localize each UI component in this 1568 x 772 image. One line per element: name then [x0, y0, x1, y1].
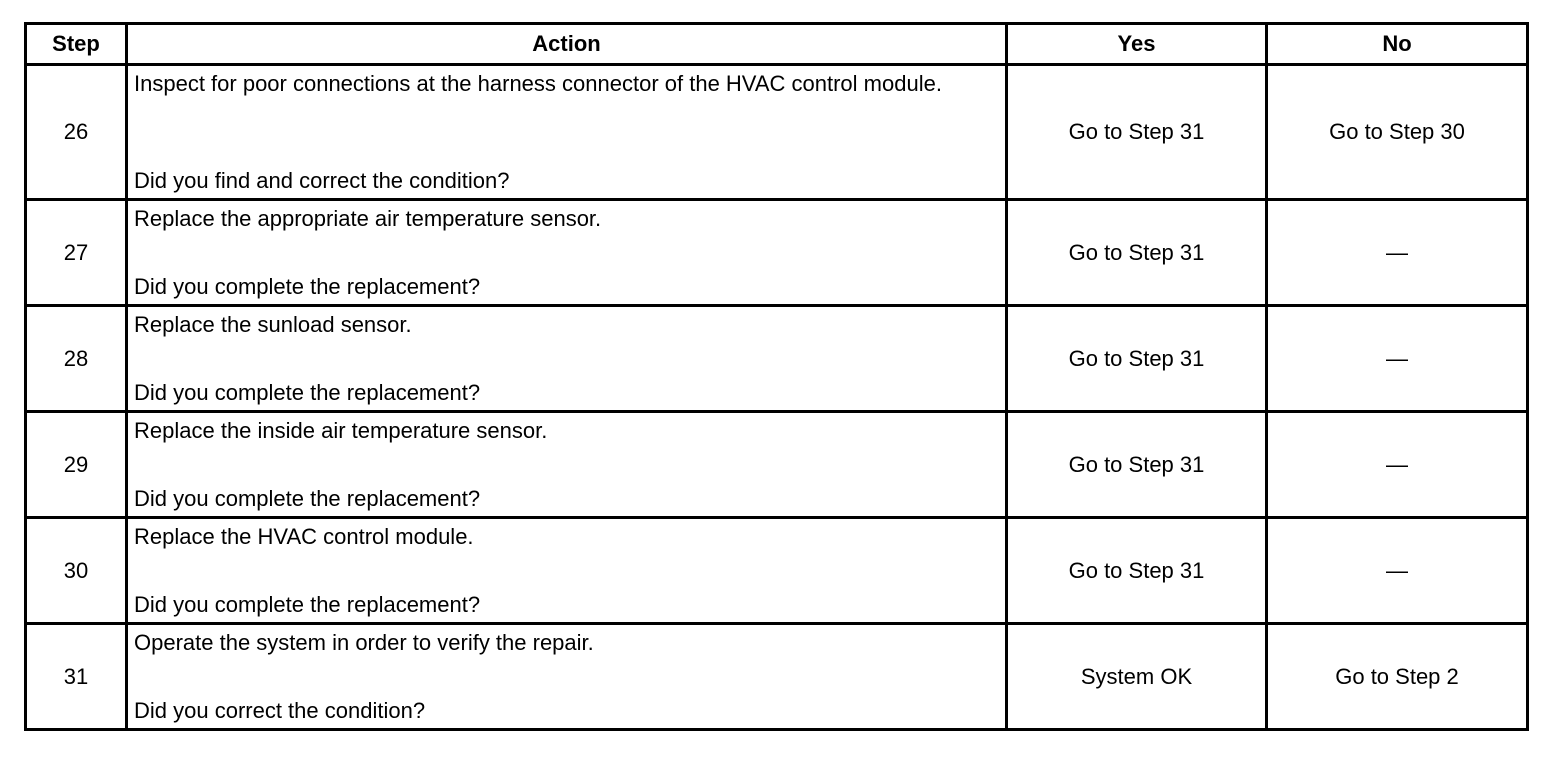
action-instruction: Replace the appropriate air temperature sensor.	[134, 205, 602, 231]
action-cell	[127, 65, 1007, 200]
no-result: —	[1267, 200, 1528, 306]
table-row	[26, 65, 1528, 200]
yes-result: System OK	[1007, 624, 1267, 730]
header-yes: Yes	[1007, 24, 1267, 65]
step-number: 26	[26, 65, 127, 200]
action-question: Did you correct the condition?	[134, 697, 426, 723]
header-row	[26, 24, 1528, 65]
step-number: 31	[26, 624, 127, 730]
header-step: Step	[26, 24, 127, 65]
action-question: Did you complete the replacement?	[134, 485, 481, 511]
action-instruction: Inspect for poor connections at the harness connector of the HVAC control module.	[134, 70, 942, 96]
table-row	[26, 412, 1528, 518]
yes-result: Go to Step 31	[1007, 65, 1267, 200]
action-instruction: Operate the system in order to verify the repair.	[134, 629, 594, 655]
action-cell	[127, 624, 1007, 730]
yes-result: Go to Step 31	[1007, 306, 1267, 412]
step-number: 27	[26, 200, 127, 306]
action-cell	[127, 200, 1007, 306]
table-row	[26, 200, 1528, 306]
action-question: Did you complete the replacement?	[134, 379, 481, 405]
action-cell	[127, 306, 1007, 412]
no-result: —	[1267, 518, 1528, 624]
action-cell	[127, 412, 1007, 518]
action-instruction: Replace the sunload sensor.	[134, 311, 412, 337]
no-result: Go to Step 30	[1267, 65, 1528, 200]
step-number: 28	[26, 306, 127, 412]
header-no: No	[1267, 24, 1528, 65]
diagnostic-table	[24, 22, 1529, 731]
yes-result: Go to Step 31	[1007, 200, 1267, 306]
step-number: 30	[26, 518, 127, 624]
action-question: Did you complete the replacement?	[134, 273, 481, 299]
action-instruction: Replace the HVAC control module.	[134, 523, 474, 549]
yes-result: Go to Step 31	[1007, 412, 1267, 518]
step-number: 29	[26, 412, 127, 518]
table-row	[26, 306, 1528, 412]
action-instruction: Replace the inside air temperature sensor.	[134, 417, 548, 443]
no-result: —	[1267, 306, 1528, 412]
action-question: Did you complete the replacement?	[134, 591, 481, 617]
table-row	[26, 624, 1528, 730]
no-result: Go to Step 2	[1267, 624, 1528, 730]
action-cell	[127, 518, 1007, 624]
table-row	[26, 518, 1528, 624]
yes-result: Go to Step 31	[1007, 518, 1267, 624]
action-question: Did you find and correct the condition?	[134, 167, 510, 193]
no-result: —	[1267, 412, 1528, 518]
header-action: Action	[127, 24, 1007, 65]
